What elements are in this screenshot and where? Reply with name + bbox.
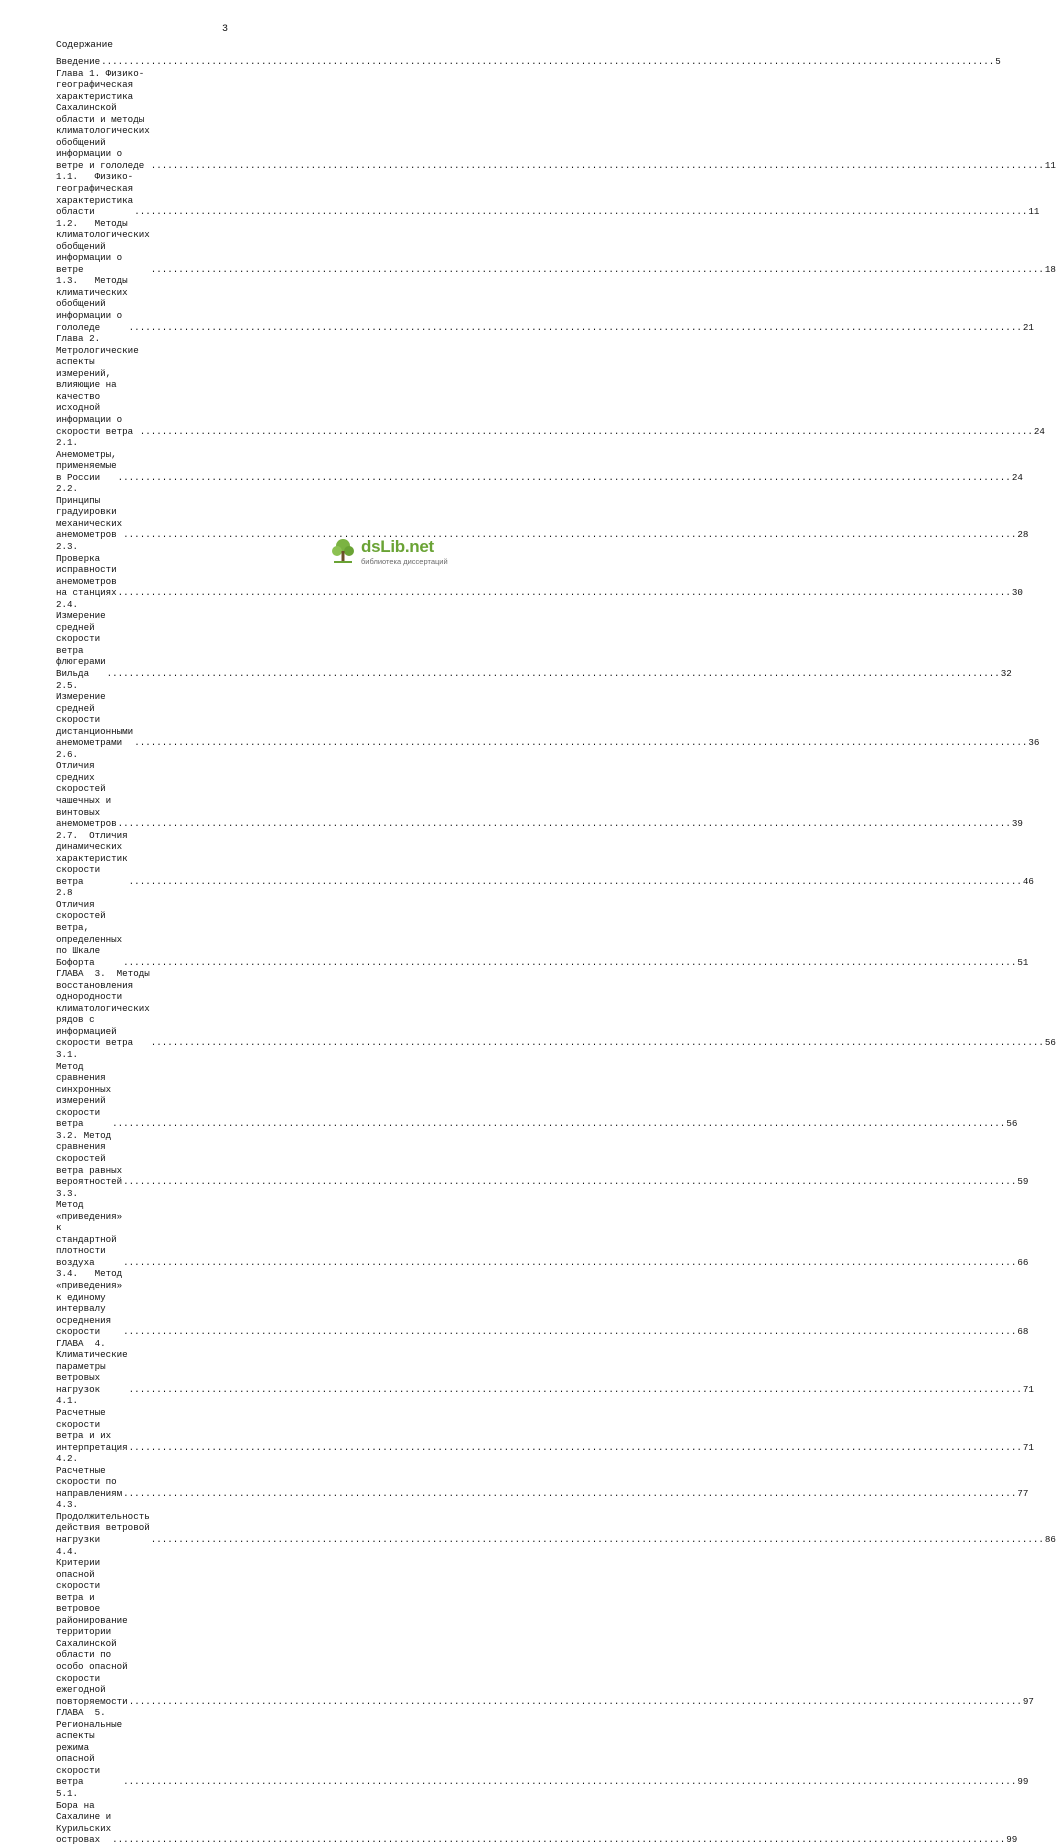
toc-entry-title: 4.1. Расчетные скорости ветра и их интерпретация: [56, 1395, 128, 1453]
toc-entry[interactable]: [56, 437, 1023, 483]
toc-entry-title: 4.2. Расчетные скорости по направлениям: [56, 1453, 123, 1499]
toc-entry-title: 2.2. Принципы градуировки механических анемометров: [56, 483, 128, 541]
toc-entry-title: 3.4. Метод «приведения» к единому интервалу осреднения скорости: [56, 1268, 128, 1338]
dot-leader: [134, 206, 1027, 218]
dot-leader: [118, 587, 1011, 599]
toc-entry-page: 99: [1006, 1834, 1018, 1846]
toc-entry[interactable]: [56, 56, 1001, 68]
tree-icon: [328, 536, 358, 566]
dot-leader: [129, 1442, 1022, 1454]
toc-entry[interactable]: [56, 1453, 1029, 1499]
toc-entry-page: 11: [1044, 159, 1056, 171]
toc-entry-title: 4.4. Критерии опасной скорости ветра и ветровое районирование территории Сахалинской области по особо опасной скорости ежегодной повторяемости: [56, 1545, 134, 1707]
toc-entry-title: 2.5. Измерение средней скорости дистанционными анемометрами: [56, 679, 139, 749]
dot-leader: [129, 1384, 1022, 1396]
toc-entry-page: 36: [1028, 737, 1040, 749]
dot-leader: [123, 1257, 1016, 1269]
toc-entry[interactable]: [56, 333, 1045, 437]
toc-entry-page: 99: [1017, 1776, 1029, 1788]
toc-entry[interactable]: [56, 1129, 1029, 1188]
toc-entry[interactable]: [56, 1499, 1056, 1545]
watermark-tagline: библиотека диссертаций: [361, 557, 448, 566]
toc-entry-page: 77: [1017, 1487, 1029, 1499]
dslib-watermark: [328, 534, 448, 572]
watermark-brand: dsLib.net: [361, 537, 434, 556]
toc-entry[interactable]: [56, 1395, 1034, 1453]
toc-heading: Содержание: [56, 39, 114, 50]
toc-entry-page: 5: [995, 56, 1001, 67]
toc-entry-page: 86: [1044, 1534, 1056, 1545]
toc-entry-title: Глава 1. Физико-географическая характеристика Сахалинской области и методы климатологических обобщений информации о ветре и гололеде: [56, 67, 156, 171]
dot-leader: [101, 56, 994, 68]
toc-entry-title: 1.2. Методы климатологических обобщений информации о ветре: [56, 217, 156, 275]
page-number: 3: [221, 24, 228, 35]
toc-entry-title: 1.3. Методы климатических обобщений информации о гололеде: [56, 275, 134, 333]
toc-entry-page: 24: [1033, 425, 1045, 437]
dot-leader: [112, 1118, 1005, 1130]
dot-leader: [151, 1534, 1044, 1546]
toc-entry-title: Введение: [56, 56, 101, 67]
toc-entry-page: 66: [1017, 1256, 1029, 1268]
toc-entry-title: 1.1. Физико-географическая характеристика области: [56, 171, 139, 218]
toc-entry-page: 24: [1011, 471, 1023, 483]
dot-leader: [123, 957, 1016, 969]
toc-entry[interactable]: [56, 1337, 1034, 1396]
toc-entry-title: Глава 2. Метрологические аспекты измерений, влияющие на качество исходной информации о скорости ветра: [56, 333, 145, 437]
toc-entry-page: 97: [1022, 1695, 1034, 1707]
toc-entry-page: 21: [1022, 321, 1034, 333]
toc-entry-page: 56: [1044, 1037, 1056, 1049]
toc-entry-page: 30: [1011, 587, 1023, 599]
toc-entry-title: ГЛАВА 5. Региональные аспекты режима опасной скорости ветра: [56, 1707, 128, 1788]
toc-entry[interactable]: [56, 1187, 1029, 1269]
toc-entry-title: 2.1. Анемометры, применяемые в России: [56, 437, 123, 483]
dot-leader: [118, 472, 1011, 484]
toc-entry-page: 11: [1028, 206, 1040, 218]
toc-entry[interactable]: [56, 968, 1056, 1049]
toc-entry[interactable]: [56, 748, 1023, 830]
toc-entry-page: 28: [1017, 529, 1029, 541]
dot-leader: [123, 529, 1016, 541]
toc-entry[interactable]: [56, 598, 1012, 680]
toc-entry[interactable]: [56, 1545, 1034, 1708]
toc-entry-page: 18: [1044, 263, 1056, 275]
dot-leader: [129, 1696, 1022, 1708]
toc-entry-page: 39: [1011, 818, 1023, 830]
toc-entry-title: 2.3. Проверка исправности анемометров на станциях: [56, 540, 123, 599]
toc-entry-title: ГЛАВА 4. Климатические параметры ветровых нагрузок: [56, 1337, 134, 1395]
toc-entry-page: 46: [1022, 875, 1034, 887]
toc-entry[interactable]: [56, 829, 1034, 888]
dot-leader: [107, 668, 1000, 680]
toc-entry[interactable]: [56, 67, 1056, 172]
toc-entry[interactable]: [56, 171, 1040, 218]
toc-entry[interactable]: [56, 275, 1034, 333]
toc-entry-page: 32: [1000, 667, 1012, 679]
toc-entry-title: 2.8 Отличия скоростей ветра, определенных по Шкале Бофорта: [56, 887, 128, 968]
dot-leader: [129, 322, 1022, 334]
dot-leader: [151, 264, 1044, 276]
dot-leader: [123, 1176, 1016, 1188]
toc-entry-title: 2.6. Отличия средних скоростей чашечных и винтовых анемометров: [56, 748, 117, 830]
dot-leader: [129, 876, 1022, 888]
dot-leader: [123, 1488, 1016, 1500]
toc-entry[interactable]: [56, 217, 1056, 276]
toc-entry-title: 3.3. Метод «приведения» к стандартной плотности воздуха: [56, 1187, 128, 1268]
toc-entry-page: 71: [1022, 1383, 1034, 1395]
toc-entry[interactable]: [56, 679, 1040, 749]
toc-entry-title: 3.1. Метод сравнения синхронных измерений скорости ветра: [56, 1049, 117, 1130]
toc-entry-title: 2.7. Отличия динамических характеристик скорости ветра: [56, 829, 134, 887]
toc-entry-page: 59: [1017, 1176, 1029, 1188]
toc-entry[interactable]: [56, 483, 1029, 541]
dot-leader: [112, 1834, 1005, 1846]
toc-entry[interactable]: [56, 1268, 1029, 1338]
table-of-contents: [56, 56, 1056, 1846]
dot-leader: [123, 1776, 1016, 1788]
toc-entry-page: 71: [1022, 1441, 1034, 1453]
dot-leader: [140, 426, 1033, 438]
toc-entry[interactable]: [56, 1788, 1018, 1846]
toc-entry-title: 5.1. Бора на Сахалине и Курильских островах: [56, 1788, 117, 1846]
dot-leader: [123, 1326, 1016, 1338]
toc-entry[interactable]: [56, 1049, 1018, 1130]
toc-entry[interactable]: [56, 1707, 1029, 1788]
toc-entry-title: 2.4. Измерение средней скорости ветра флюгерами Вильда: [56, 598, 112, 679]
toc-entry[interactable]: [56, 887, 1029, 968]
toc-entry-page: 56: [1006, 1118, 1018, 1130]
toc-entry-title: 4.3. Продолжительность действия ветровой нагрузки: [56, 1499, 156, 1545]
dot-leader: [151, 1037, 1044, 1049]
toc-entry-title: ГЛАВА 3. Методы восстановления однородности климатологических рядов с информацией скорости ветра: [56, 968, 156, 1049]
toc-entry-page: 68: [1017, 1326, 1029, 1338]
toc-entry-page: 51: [1017, 956, 1029, 968]
dot-leader: [118, 818, 1011, 830]
dot-leader: [134, 737, 1027, 749]
toc-entry-title: 3.2. Метод сравнения скоростей ветра равных вероятностей: [56, 1129, 128, 1188]
dot-leader: [151, 160, 1044, 172]
